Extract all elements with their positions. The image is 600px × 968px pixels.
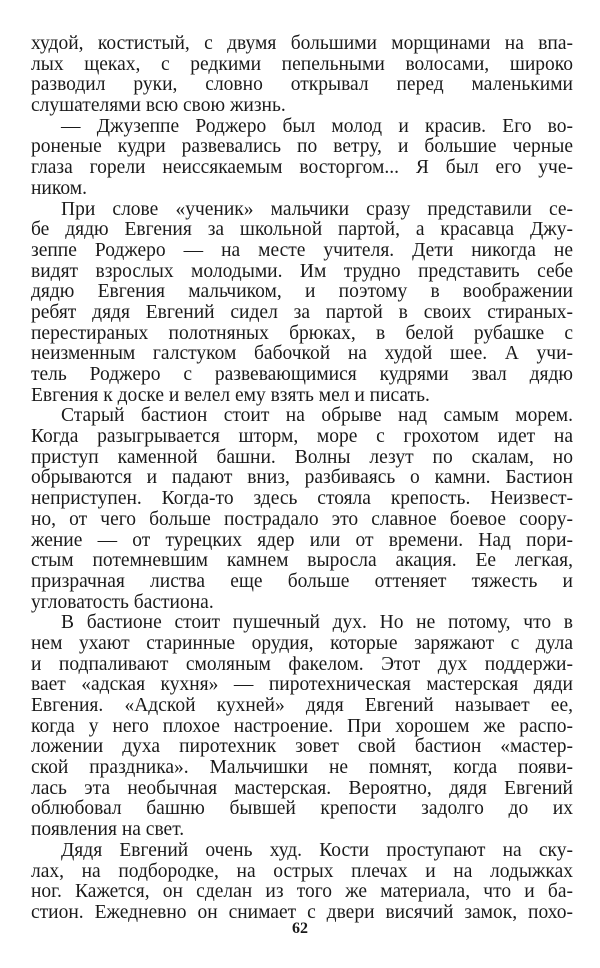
text-row xyxy=(31,262,573,283)
text-line: дядю Евгения мальчиком, и поэтому в воображении xyxy=(31,281,573,303)
text-row xyxy=(31,427,573,448)
text-row xyxy=(31,489,573,510)
text-line: неприступен. Когда-то здесь стояла крепость. Неизвест- xyxy=(31,488,573,510)
text-line: перестираных полотняных брюках, в белой рубашке с xyxy=(31,322,573,344)
text-row xyxy=(31,593,573,614)
text-row xyxy=(31,510,573,531)
text-line: вает «адская кухня» — пиротехническая мастерская дяди xyxy=(31,674,573,696)
text-row xyxy=(31,344,573,365)
text-line: лась эта необычная мастерская. Вероятно, дядя Евгений xyxy=(31,777,573,799)
text-line: приступ каменной башни. Волны лезут по скалам, но xyxy=(31,446,573,468)
text-row xyxy=(31,613,573,634)
text-row xyxy=(31,55,573,76)
text-row xyxy=(31,634,573,655)
text-line: ребят дядя Евгений сидел за партой в своих стираных- xyxy=(31,301,573,323)
text-row xyxy=(31,158,573,179)
text-line: видят взрослых молодыми. Им трудно представить себе xyxy=(31,260,573,282)
text-line: нем ухают старинные орудия, которые заряжают с дула xyxy=(31,632,573,654)
text-row xyxy=(31,282,573,303)
text-line: призрачная листва еще больше оттеняет тяжесть и xyxy=(31,570,573,592)
text-row xyxy=(31,34,573,55)
text-line: лых щеках, с редкими пепельными волосами, широко xyxy=(31,53,573,75)
text-row xyxy=(31,841,573,862)
page-number: 62 xyxy=(292,920,308,937)
text-row xyxy=(31,758,573,779)
text-row xyxy=(31,179,573,200)
text-row xyxy=(31,117,573,138)
text-line: худой, костистый, с двумя большими морщинами на впа- xyxy=(31,33,573,54)
text-line: но, от чего больше пострадало это славное боевое соору- xyxy=(31,508,573,530)
text-line: когда у него плохое настроение. При хорошем же распо- xyxy=(31,715,573,737)
text-row xyxy=(31,799,573,820)
text-row xyxy=(31,75,573,96)
text-line: слушателями всю свою жизнь. xyxy=(31,95,286,117)
text-line: Дядя Евгений очень худ. Кости проступают на ску- xyxy=(61,839,573,861)
text-line: роненые кудри развевались по ветру, и большие черные xyxy=(31,136,573,158)
text-row xyxy=(31,820,573,841)
paragraph xyxy=(31,117,573,200)
text-row xyxy=(31,551,573,572)
text-line: Когда разыгрывается шторм, море с грохотом идет на xyxy=(31,426,573,448)
text-line: Старый бастион стоит на обрыве над самым морем. xyxy=(61,405,573,427)
text-row xyxy=(31,468,573,489)
text-row xyxy=(31,862,573,883)
paragraph xyxy=(31,34,573,117)
text-line: жение — от турецких ядер или от времени. Над пори- xyxy=(31,529,573,551)
text-line: тель Роджеро с развевающимися кудрями звал дядю xyxy=(31,364,573,385)
text-line: появления на свет. xyxy=(31,819,185,841)
text-line: разводил руки, словно открывал перед маленькими xyxy=(31,74,573,96)
text-line: стион. Ежедневно он снимает с двери висячий замок, похо- xyxy=(31,901,573,923)
text-row xyxy=(31,365,573,386)
paragraph xyxy=(31,406,573,613)
paragraph xyxy=(31,200,573,407)
text-row xyxy=(31,882,573,903)
text-row xyxy=(31,448,573,469)
paragraph xyxy=(31,841,573,924)
text-row xyxy=(31,572,573,593)
text-row xyxy=(31,531,573,552)
text-line: облюбовал башню бывшей крепости задолго до их xyxy=(31,798,573,820)
text-line: обрываются и падают вниз, разбиваясь о камни. Бастион xyxy=(31,467,573,489)
text-row xyxy=(31,675,573,696)
book-page-text xyxy=(31,34,573,924)
text-line: ской праздника». Мальчишки не помнят, когда появи- xyxy=(31,757,573,779)
text-row xyxy=(31,200,573,221)
text-line: угловатость бастиона. xyxy=(31,591,214,613)
text-line: и подпаливают смоляным факелом. Этот дух поддержи- xyxy=(31,653,573,675)
text-row xyxy=(31,696,573,717)
text-line: стым потемневшим камнем выросла акация. Ее легкая, xyxy=(31,550,573,572)
text-row xyxy=(31,220,573,241)
text-row xyxy=(31,324,573,345)
text-line: В бастионе стоит пушечный дух. Но не потому, что в xyxy=(61,612,573,634)
text-line: ложении духа пиротехник зовет свой бастион «мастер- xyxy=(31,736,573,758)
text-row xyxy=(31,241,573,262)
text-line: ником. xyxy=(31,177,87,199)
text-line: бе дядю Евгения за школьной партой, а красавца Джу- xyxy=(31,219,573,241)
text-row xyxy=(31,655,573,676)
text-line: Евгения к доске и велел ему взять мел и писать. xyxy=(31,384,430,406)
text-line: ног. Кажется, он сделан из того же материала, что и ба- xyxy=(31,881,573,903)
text-row xyxy=(31,779,573,800)
text-line: — Джузеппе Роджеро был молод и красив. Его во- xyxy=(61,115,573,137)
paragraph xyxy=(31,613,573,841)
text-row xyxy=(31,137,573,158)
text-line: При слове «ученик» мальчики сразу представили се- xyxy=(61,198,573,220)
text-line: Евгения. «Адской кухней» дядя Евгений называет ее, xyxy=(31,695,573,716)
text-line: зеппе Роджеро — на месте учителя. Дети никогда не xyxy=(31,239,573,261)
text-row xyxy=(31,303,573,324)
text-row xyxy=(31,406,573,427)
text-line: неизменным галстуком бабочкой на худой шее. А учи- xyxy=(31,343,573,365)
text-row xyxy=(31,386,573,407)
text-row xyxy=(31,737,573,758)
text-line: глаза горели неиссякаемым восторгом... Я был его уче- xyxy=(31,157,573,179)
text-row xyxy=(31,717,573,738)
text-line: лах, на подбородке, на острых плечах и на лодыжках xyxy=(31,860,573,882)
text-row xyxy=(31,96,573,117)
